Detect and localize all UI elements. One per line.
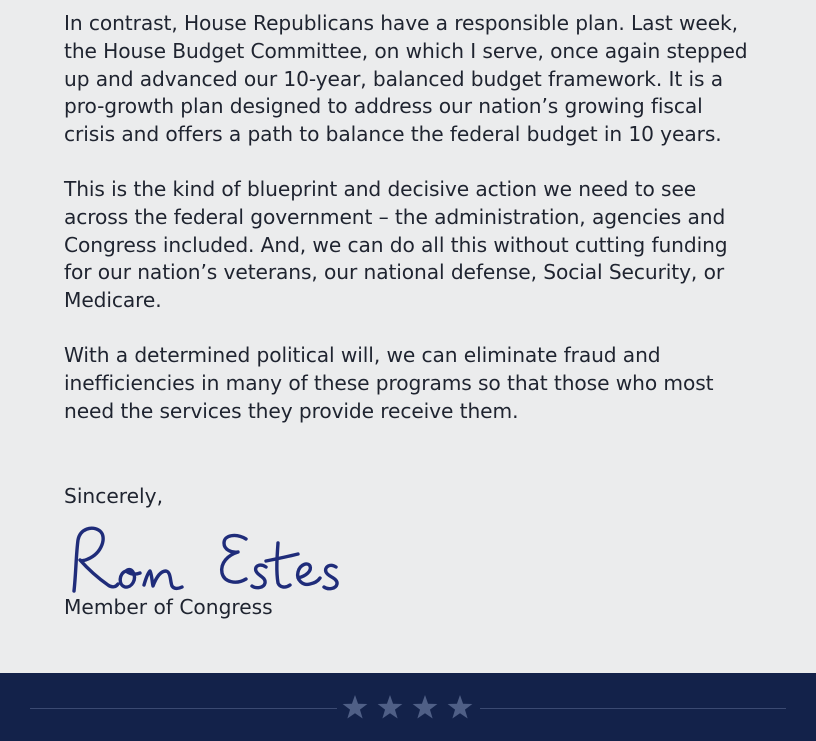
letter-paragraph-3: With a determined political will, we can eliminate fraud and inefficiencies in many of these programs so that those who most need the services they provide receive them. [64,342,714,423]
star-icon [343,695,368,719]
letter-paragraph-2: This is the kind of blueprint and decisive action we need to see across the federal government – the administration, agencies and Congress included. And, we can do all this without cutting funding for our nation’s veterans, our national defense, Social Security, or Medicare. [64,176,728,313]
footer-divider-right [480,708,786,709]
letter-paragraph-1: In contrast, House Republicans have a responsible plan. Last week, the House Budget Committee, on which I serve, once again stepped up and advanced our 10-year, balanced budget framework. It is a pro-growth plan designed to address our nation’s growing fiscal crisis and offers a path to balance the federal budget in 10 years. [64,11,748,147]
footer-banner [0,673,816,741]
letter-closing: Sincerely, [64,484,163,508]
star-icon [413,695,438,719]
signer-title: Member of Congress [64,595,273,619]
footer-divider-left [30,708,337,709]
star-icon [448,695,473,719]
star-icon [378,695,403,719]
handwritten-signature [60,515,350,595]
letter-body [64,10,754,619]
star-row [340,689,476,725]
